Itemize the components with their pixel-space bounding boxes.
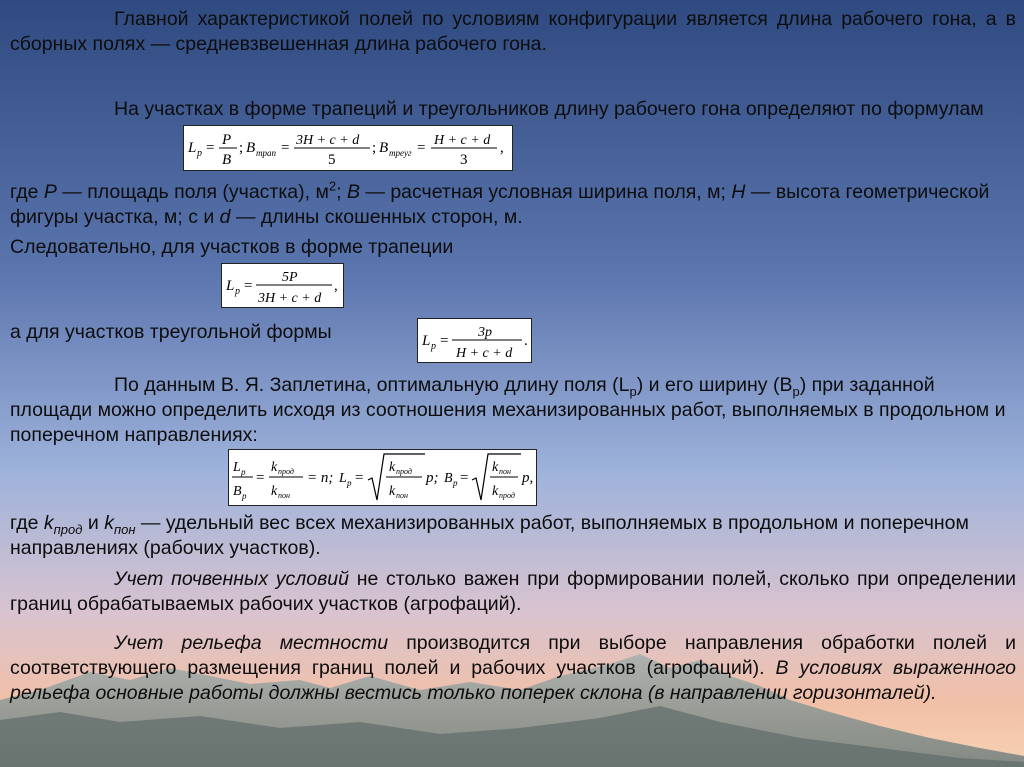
svg-text:пон: пон bbox=[278, 491, 290, 500]
paragraph-specific-weight: где $k_{прод}$ и $k_{пон}$ — удельный вес всех механизированных работ, выполняемых в продольном и поперечном направлениях (рабочих участков). bbox=[10, 512, 969, 559]
svg-text:k: k bbox=[492, 460, 499, 475]
svg-text:p,: p, bbox=[522, 470, 534, 486]
svg-text:,: , bbox=[334, 278, 338, 294]
svg-text:.: . bbox=[524, 333, 528, 349]
svg-text:прод: прод bbox=[499, 491, 515, 500]
svg-text:прод: прод bbox=[396, 467, 412, 476]
svg-text:;: ; bbox=[372, 140, 377, 156]
svg-text:L: L bbox=[339, 471, 347, 486]
svg-text:=: = bbox=[206, 140, 215, 156]
svg-text:p: p bbox=[242, 491, 247, 501]
svg-text:=: = bbox=[417, 140, 426, 156]
svg-text:P: P bbox=[222, 132, 232, 148]
svg-text:L: L bbox=[226, 278, 235, 294]
svg-text:B: B bbox=[444, 471, 453, 486]
svg-text:3: 3 bbox=[460, 152, 468, 168]
svg-text:H + c + d: H + c + d bbox=[456, 346, 513, 361]
paragraph-trapezoid: Следовательно, для участков в форме трапеции bbox=[10, 236, 454, 258]
svg-text:p: p bbox=[347, 478, 352, 488]
svg-text:p: p bbox=[431, 341, 436, 352]
svg-text:p: p bbox=[453, 478, 458, 488]
svg-text:p: p bbox=[235, 286, 240, 297]
formula-trapezoid-length bbox=[221, 263, 344, 308]
svg-text:3H + c + d: 3H + c + d bbox=[296, 133, 360, 148]
paragraph-triangle: а для участков треугольной формы bbox=[10, 321, 332, 343]
svg-text:3p: 3p bbox=[478, 325, 492, 340]
svg-text:k: k bbox=[271, 460, 278, 475]
paragraph-main-characteristic: Главной характеристикой полей по условиям конфигурации является длина рабочего гона, а в сборных полях — средневзвешенная длина рабочего гона. bbox=[10, 8, 1016, 55]
svg-text:L: L bbox=[233, 460, 241, 475]
svg-text:L: L bbox=[422, 333, 431, 349]
formula-zapletin bbox=[228, 449, 537, 506]
svg-text:,: , bbox=[500, 140, 504, 156]
svg-text:k: k bbox=[271, 484, 278, 499]
svg-text:p: p bbox=[241, 467, 246, 477]
svg-text:=: = bbox=[256, 470, 265, 486]
svg-text:L: L bbox=[188, 140, 197, 156]
svg-text:B: B bbox=[379, 140, 389, 156]
svg-text:5P: 5P bbox=[282, 270, 298, 285]
svg-text:5: 5 bbox=[328, 152, 336, 168]
svg-text:k: k bbox=[389, 460, 396, 475]
svg-text:треуг: треуг bbox=[389, 148, 412, 158]
paragraph-variable-definitions: где P — площадь поля (участка), $м^2$; B — расчетная условная ширина поля, м; H — высота геометрической фигуры участка, м; c и d — длины скошенных сторон, м. bbox=[10, 178, 990, 228]
svg-text:B: B bbox=[246, 140, 256, 156]
paragraph-relief: Учет рельефа местности производится при выборе направления обработки полей и соответствующего размещения границ полей и рабочих участков (агрофаций). В условиях выраженного рельефа основные работы должны вестись только поперек склона (в направлении горизонталей). bbox=[10, 632, 1016, 704]
svg-text:;: ; bbox=[239, 140, 244, 156]
svg-text:=: = bbox=[281, 140, 290, 156]
svg-text:p: p bbox=[197, 148, 202, 159]
svg-text:3H + c + d: 3H + c + d bbox=[258, 291, 322, 306]
svg-text:=: = bbox=[440, 333, 449, 349]
paragraph-soil-conditions: Учет почвенных условий не столько важен при формировании полей, сколько при определении границ обрабатываемых рабочих участков (агрофаций). bbox=[10, 568, 1017, 615]
svg-text:p;: p; bbox=[426, 470, 439, 486]
svg-text:= n;: = n; bbox=[307, 470, 334, 486]
svg-text:трап: трап bbox=[256, 148, 276, 158]
svg-text:пон: пон bbox=[499, 467, 511, 476]
paragraph-zapletin: По данным В. Я. Заплетина, оптимальную длину поля $(L_p)$ и его ширину $(B_p)$ при заданной площади можно определить исходя из соотношения механизированных работ, выполняемых в продольном и поперечном направлениях: bbox=[10, 374, 1006, 446]
formula-triangle-length bbox=[417, 318, 532, 363]
svg-text:пон: пон bbox=[396, 491, 408, 500]
svg-text:k: k bbox=[389, 484, 396, 499]
svg-text:=: = bbox=[355, 470, 364, 486]
svg-text:=: = bbox=[244, 278, 253, 294]
svg-text:k: k bbox=[492, 484, 499, 499]
svg-text:прод: прод bbox=[278, 467, 294, 476]
formula-length-general bbox=[183, 125, 513, 171]
svg-text:H + c + d: H + c + d bbox=[434, 133, 491, 148]
paragraph-trapezoid-triangle: На участках в форме трапеций и треугольников длину рабочего гона определяют по формулам bbox=[114, 98, 984, 120]
svg-text:=: = bbox=[460, 470, 469, 486]
svg-text:B: B bbox=[222, 152, 232, 168]
svg-text:B: B bbox=[233, 484, 242, 499]
